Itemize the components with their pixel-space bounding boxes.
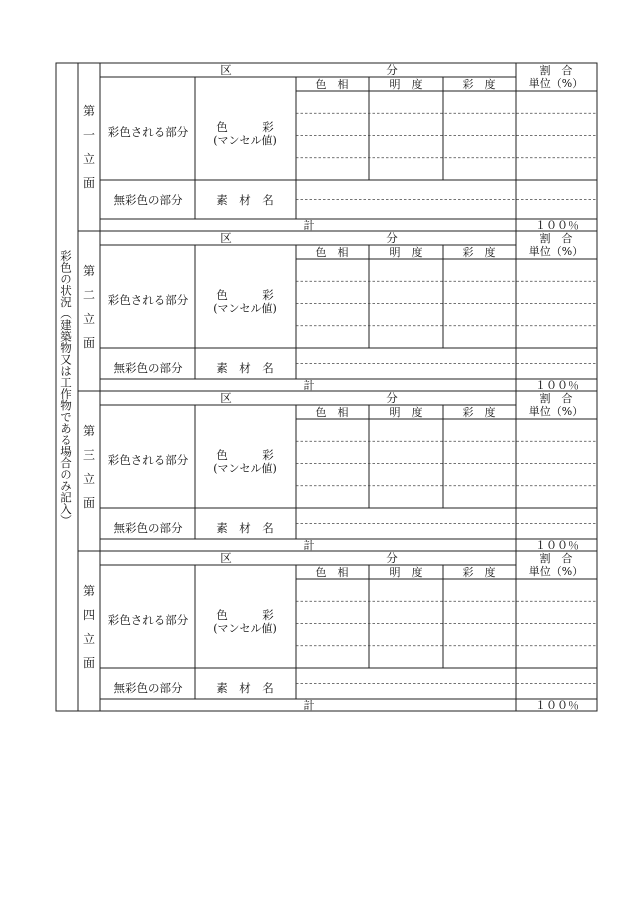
uncolored-part-label: 無彩色の部分 [113,193,183,207]
section-label-char: 立 [82,152,96,166]
munsell-label: (マンセル値) [213,462,277,475]
color-label: 色 彩 [216,448,274,462]
uncolored-part-label: 無彩色の部分 [113,521,183,535]
header-kubun-right: 分 [386,63,398,77]
total-label: 計 [303,539,315,552]
header-ratio-unit: 単位（%） [528,565,584,578]
elevation-section [78,551,597,712]
section-label-char: 第 [82,264,96,278]
total-value: １００％ [535,539,579,552]
total-value: １００％ [535,699,579,712]
elevation-section [78,391,597,552]
header-ratio-label: 割 合 [539,64,573,77]
header-kubun-right: 分 [386,231,398,245]
header-kubun-left: 区 [220,63,232,77]
header-chroma: 彩 度 [462,406,496,419]
total-value: １００％ [535,219,579,232]
section-label-char: 第 [82,424,96,438]
munsell-label: (マンセル値) [213,302,277,315]
uncolored-part-label: 無彩色の部分 [113,681,183,695]
section-label-char: 一 [82,128,96,142]
elevation-section [78,63,597,232]
colored-part-label: 彩色される部分 [107,453,189,467]
section-label-char: 第 [82,584,96,598]
side-title: 彩色の状況（建築物又は工作物である場合のみ記入） [59,250,73,526]
material-name-label: 素 材 名 [216,361,274,375]
colored-part-label: 彩色される部分 [107,293,189,307]
colored-part-label: 彩色される部分 [107,613,189,627]
header-hue: 色 相 [315,406,349,419]
header-kubun-left: 区 [220,231,232,245]
section-label-char: 面 [82,176,96,190]
header-hue: 色 相 [315,78,349,91]
header-kubun-left: 区 [220,391,232,405]
colored-part-label: 彩色される部分 [107,125,189,139]
munsell-label: (マンセル値) [213,622,277,635]
color-label: 色 彩 [216,608,274,622]
header-chroma: 彩 度 [462,566,496,579]
section-label-char: 立 [82,632,96,646]
header-hue: 色 相 [315,566,349,579]
header-chroma: 彩 度 [462,78,496,91]
section-label-char: 三 [82,448,96,462]
material-name-label: 素 材 名 [216,193,274,207]
section-label-char: 四 [82,608,96,622]
color-label: 色 彩 [216,120,274,134]
section-label-char: 面 [82,496,96,510]
elevation-section [78,231,597,392]
header-value: 明 度 [389,406,423,419]
total-value: １００％ [535,379,579,392]
total-label: 計 [303,219,315,232]
total-label: 計 [303,699,315,712]
total-label: 計 [303,379,315,392]
section-label-char: 面 [82,336,96,350]
header-ratio-unit: 単位（%） [528,405,584,418]
header-chroma: 彩 度 [462,246,496,259]
material-name-label: 素 材 名 [216,681,274,695]
section-label-char: 第 [82,104,96,118]
header-ratio-label: 割 合 [539,392,573,405]
header-kubun-right: 分 [386,391,398,405]
header-value: 明 度 [389,246,423,259]
header-hue: 色 相 [315,246,349,259]
section-label-char: 二 [82,288,96,302]
header-kubun-right: 分 [386,551,398,565]
color-label: 色 彩 [216,288,274,302]
header-ratio-label: 割 合 [539,552,573,565]
header-ratio-label: 割 合 [539,232,573,245]
section-label-char: 立 [82,312,96,326]
header-value: 明 度 [389,78,423,91]
section-label-char: 立 [82,472,96,486]
header-kubun-left: 区 [220,551,232,565]
munsell-label: (マンセル値) [213,134,277,147]
section-label-char: 面 [82,656,96,670]
header-ratio-unit: 単位（%） [528,245,584,258]
header-ratio-unit: 単位（%） [528,77,584,90]
material-name-label: 素 材 名 [216,521,274,535]
uncolored-part-label: 無彩色の部分 [113,361,183,375]
header-value: 明 度 [389,566,423,579]
